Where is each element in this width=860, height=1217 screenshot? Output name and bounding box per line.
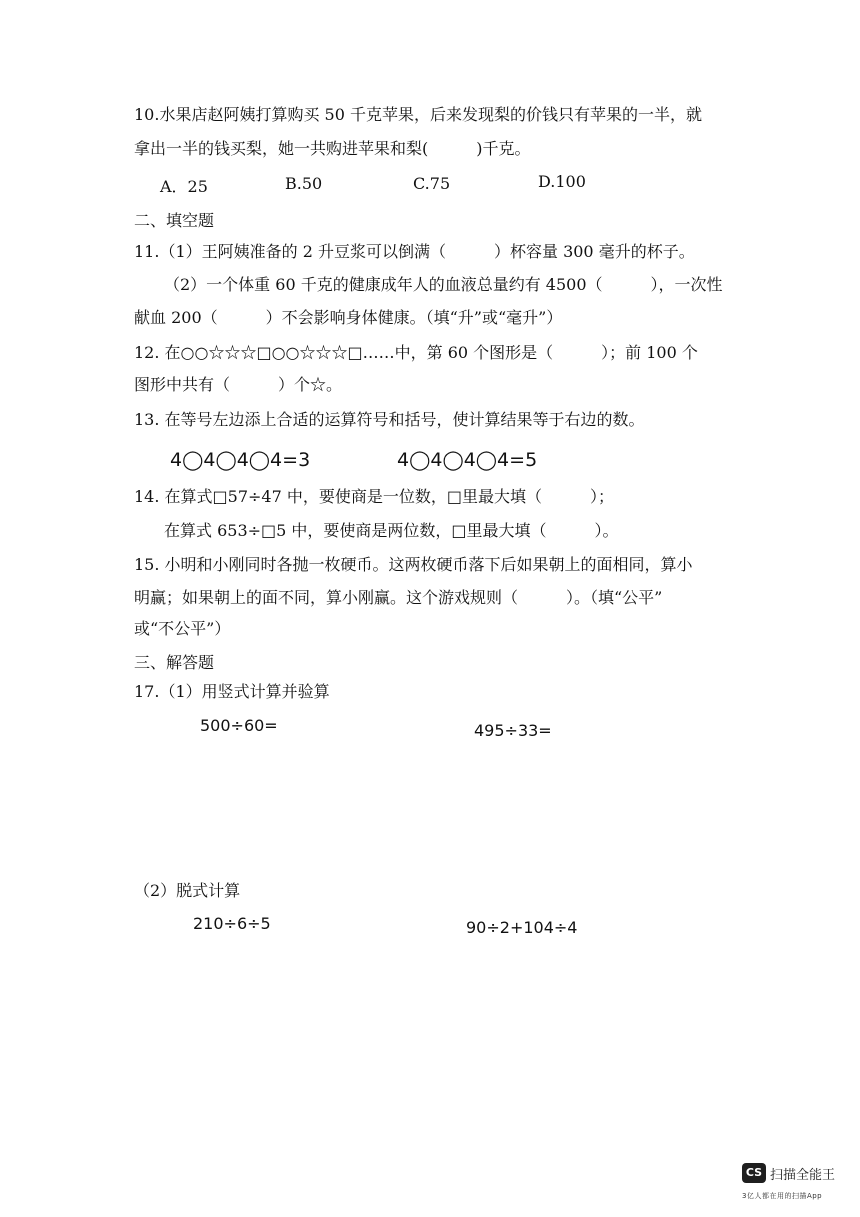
camscanner-logo-icon: CS: [742, 1163, 766, 1183]
q12-line1: 12. 在○○☆☆☆□○○☆☆☆□……中，第 60 个图形是（ ）；前 100 个: [134, 343, 698, 362]
q15-line1: 15. 小明和小刚同时各抛一枚硬币。这两枚硬币落下后如果朝上的面相同，算小: [134, 555, 693, 574]
q13-expression-2: 4◯4◯4◯4=5: [397, 449, 538, 471]
q13-line1: 13. 在等号左边添上合适的运算符号和括号，使计算结果等于右边的数。: [134, 410, 645, 429]
q12-line2: 图形中共有（ ）个☆。: [134, 375, 343, 394]
q10-option-b: B.50: [285, 174, 323, 193]
section-title-answer: 三、解答题: [134, 653, 215, 672]
q11-line1: 11.（1）王阿姨准备的 2 升豆浆可以倒满（ ）杯容量 300 毫升的杯子。: [134, 242, 695, 261]
q14-line2: 在算式 653÷□5 中，要使商是两位数，□里最大填（ ）。: [164, 521, 619, 540]
q17-calc-500-div-60: 500÷60=: [200, 716, 278, 735]
q10-option-c: C.75: [413, 174, 451, 193]
q10-line1: 10.水果店赵阿姨打算购买 50 千克苹果，后来发现梨的价钱只有苹果的一半，就: [134, 105, 702, 124]
section-title-fill-blank: 二、填空题: [134, 211, 215, 230]
q11-line3: 献血 200（ ）不会影响身体健康。（填“升”或“毫升”）: [134, 308, 563, 327]
watermark-app-name: 扫描全能王: [770, 1168, 836, 1183]
q10-option-d: D.100: [538, 172, 586, 191]
q15-line3: 或“不公平”）: [134, 619, 231, 638]
q17-calc-90-div-2-plus-104-div-4: 90÷2+104÷4: [466, 918, 578, 937]
q10-line2: 拿出一半的钱买梨，她一共购进苹果和梨( )千克。: [134, 139, 531, 158]
watermark-tagline: 3亿人都在用的扫描App: [742, 1192, 823, 1200]
q17-calc-495-div-33: 495÷33=: [474, 721, 552, 740]
q13-expression-1: 4◯4◯4◯4=3: [170, 449, 311, 471]
q11-line2: （2）一个体重 60 千克的健康成年人的血液总量约有 4500（ ），一次性: [164, 275, 723, 294]
q17-calc-210-div-6-div-5: 210÷6÷5: [193, 914, 271, 933]
q15-line2: 明赢；如果朝上的面不同，算小刚赢。这个游戏规则（ ）。（填“公平”: [134, 588, 663, 607]
q17-part2-title: （2）脱式计算: [134, 881, 241, 900]
q17-part1-title: 17.（1）用竖式计算并验算: [134, 682, 330, 701]
q14-line1: 14. 在算式□57÷47 中，要使商是一位数，□里最大填（ ）；: [134, 487, 614, 506]
q10-option-a: A．25: [160, 177, 208, 196]
